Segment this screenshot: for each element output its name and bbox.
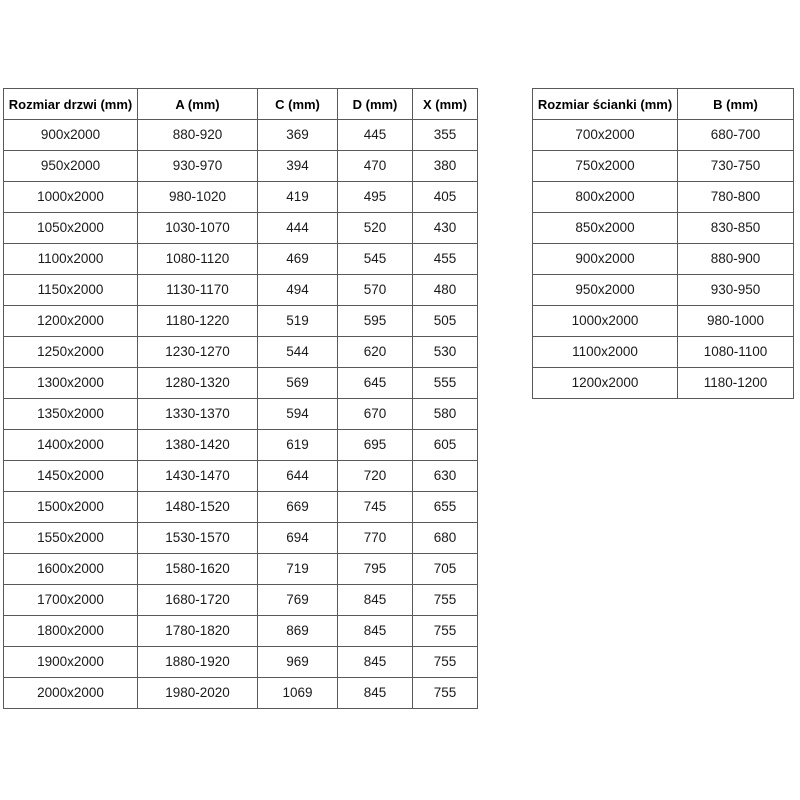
table-cell: 494 [258, 275, 338, 306]
table-cell: 845 [338, 616, 413, 647]
table-row [4, 678, 478, 709]
table-row [533, 368, 794, 399]
table-cell: 669 [258, 492, 338, 523]
table-cell: 369 [258, 120, 338, 151]
table-cell: 595 [338, 306, 413, 337]
table-row [4, 399, 478, 430]
table-row [4, 275, 478, 306]
table-cell: 780-800 [678, 182, 794, 213]
table-cell: 770 [338, 523, 413, 554]
table-cell: 980-1000 [678, 306, 794, 337]
table-cell: 700x2000 [533, 120, 678, 151]
table-cell: 950x2000 [4, 151, 138, 182]
table-cell: 1000x2000 [533, 306, 678, 337]
table-cell: 655 [413, 492, 478, 523]
table-cell: 570 [338, 275, 413, 306]
column-header: A (mm) [138, 89, 258, 120]
table-row [4, 151, 478, 182]
table-cell: 755 [413, 585, 478, 616]
table-cell: 2000x2000 [4, 678, 138, 709]
table-cell: 680 [413, 523, 478, 554]
table-cell: 1030-1070 [138, 213, 258, 244]
table-cell: 1200x2000 [533, 368, 678, 399]
table-cell: 695 [338, 430, 413, 461]
table-cell: 445 [338, 120, 413, 151]
table-cell: 1080-1120 [138, 244, 258, 275]
table-cell: 1300x2000 [4, 368, 138, 399]
table-cell: 430 [413, 213, 478, 244]
table-cell: 630 [413, 461, 478, 492]
table-cell: 1680-1720 [138, 585, 258, 616]
table-cell: 1000x2000 [4, 182, 138, 213]
column-header: Rozmiar drzwi (mm) [4, 89, 138, 120]
table-row [4, 244, 478, 275]
table-cell: 930-950 [678, 275, 794, 306]
table-cell: 845 [338, 647, 413, 678]
table-cell: 644 [258, 461, 338, 492]
table-cell: 670 [338, 399, 413, 430]
table-cell: 1880-1920 [138, 647, 258, 678]
table-row [4, 337, 478, 368]
table-row [533, 275, 794, 306]
table-cell: 900x2000 [4, 120, 138, 151]
table-cell: 694 [258, 523, 338, 554]
table-cell: 1430-1470 [138, 461, 258, 492]
table-cell: 520 [338, 213, 413, 244]
table-cell: 620 [338, 337, 413, 368]
table-cell: 1500x2000 [4, 492, 138, 523]
table-cell: 619 [258, 430, 338, 461]
table-cell: 730-750 [678, 151, 794, 182]
table-cell: 930-970 [138, 151, 258, 182]
table-cell: 580 [413, 399, 478, 430]
table-cell: 750x2000 [533, 151, 678, 182]
table-cell: 519 [258, 306, 338, 337]
table-cell: 1200x2000 [4, 306, 138, 337]
table-cell: 769 [258, 585, 338, 616]
table-cell: 530 [413, 337, 478, 368]
table-row [4, 554, 478, 585]
table-cell: 680-700 [678, 120, 794, 151]
table-cell: 1050x2000 [4, 213, 138, 244]
table-cell: 869 [258, 616, 338, 647]
table-cell: 444 [258, 213, 338, 244]
table-cell: 1450x2000 [4, 461, 138, 492]
table-cell: 1280-1320 [138, 368, 258, 399]
table-cell: 1580-1620 [138, 554, 258, 585]
table-cell: 720 [338, 461, 413, 492]
table-cell: 455 [413, 244, 478, 275]
table-cell: 495 [338, 182, 413, 213]
table-row [4, 120, 478, 151]
header-row [533, 89, 794, 120]
table-row [4, 492, 478, 523]
table-row [533, 244, 794, 275]
table-cell: 405 [413, 182, 478, 213]
table-cell: 355 [413, 120, 478, 151]
table-cell: 1780-1820 [138, 616, 258, 647]
table-cell: 1250x2000 [4, 337, 138, 368]
table-cell: 469 [258, 244, 338, 275]
table-cell: 1380-1420 [138, 430, 258, 461]
table-cell: 555 [413, 368, 478, 399]
table-cell: 950x2000 [533, 275, 678, 306]
table-cell: 1130-1170 [138, 275, 258, 306]
table-cell: 1480-1520 [138, 492, 258, 523]
table-cell: 1069 [258, 678, 338, 709]
table-cell: 969 [258, 647, 338, 678]
table-cell: 880-900 [678, 244, 794, 275]
table-cell: 1100x2000 [533, 337, 678, 368]
table-cell: 850x2000 [533, 213, 678, 244]
table-cell: 800x2000 [533, 182, 678, 213]
column-header: C (mm) [258, 89, 338, 120]
table-cell: 1100x2000 [4, 244, 138, 275]
wall-table-header [533, 89, 794, 120]
table-cell: 745 [338, 492, 413, 523]
table-cell: 1080-1100 [678, 337, 794, 368]
table-cell: 569 [258, 368, 338, 399]
table-cell: 645 [338, 368, 413, 399]
table-cell: 1230-1270 [138, 337, 258, 368]
table-cell: 1900x2000 [4, 647, 138, 678]
table-row [4, 523, 478, 554]
table-cell: 594 [258, 399, 338, 430]
table-cell: 480 [413, 275, 478, 306]
table-row [4, 182, 478, 213]
table-row [533, 151, 794, 182]
door-size-table [3, 88, 478, 709]
table-cell: 980-1020 [138, 182, 258, 213]
column-header: D (mm) [338, 89, 413, 120]
table-cell: 1150x2000 [4, 275, 138, 306]
table-cell: 705 [413, 554, 478, 585]
header-row [4, 89, 478, 120]
table-row [4, 213, 478, 244]
table-cell: 1180-1220 [138, 306, 258, 337]
table-cell: 1550x2000 [4, 523, 138, 554]
table-cell: 1350x2000 [4, 399, 138, 430]
table-cell: 1700x2000 [4, 585, 138, 616]
table-cell: 845 [338, 678, 413, 709]
table-cell: 845 [338, 585, 413, 616]
table-cell: 1180-1200 [678, 368, 794, 399]
table-cell: 1980-2020 [138, 678, 258, 709]
table-row [4, 368, 478, 399]
table-row [533, 213, 794, 244]
table-cell: 419 [258, 182, 338, 213]
table-cell: 544 [258, 337, 338, 368]
table-row [4, 616, 478, 647]
table-cell: 470 [338, 151, 413, 182]
column-header: Rozmiar ścianki (mm) [533, 89, 678, 120]
table-row [533, 306, 794, 337]
column-header: B (mm) [678, 89, 794, 120]
table-cell: 380 [413, 151, 478, 182]
table-row [4, 585, 478, 616]
door-table-body [4, 120, 478, 709]
table-cell: 719 [258, 554, 338, 585]
table-cell: 1800x2000 [4, 616, 138, 647]
table-row [533, 337, 794, 368]
table-row [4, 647, 478, 678]
table-cell: 755 [413, 678, 478, 709]
table-cell: 755 [413, 616, 478, 647]
table-cell: 755 [413, 647, 478, 678]
table-cell: 1330-1370 [138, 399, 258, 430]
table-cell: 1600x2000 [4, 554, 138, 585]
table-row [4, 306, 478, 337]
table-cell: 394 [258, 151, 338, 182]
table-cell: 880-920 [138, 120, 258, 151]
wall-size-table [532, 88, 794, 399]
table-cell: 830-850 [678, 213, 794, 244]
table-row [4, 430, 478, 461]
table-cell: 545 [338, 244, 413, 275]
table-cell: 900x2000 [533, 244, 678, 275]
door-table-header [4, 89, 478, 120]
table-cell: 605 [413, 430, 478, 461]
wall-table-body [533, 120, 794, 399]
table-row [533, 120, 794, 151]
table-cell: 1530-1570 [138, 523, 258, 554]
table-cell: 505 [413, 306, 478, 337]
table-row [533, 182, 794, 213]
column-header: X (mm) [413, 89, 478, 120]
table-cell: 795 [338, 554, 413, 585]
table-cell: 1400x2000 [4, 430, 138, 461]
table-row [4, 461, 478, 492]
